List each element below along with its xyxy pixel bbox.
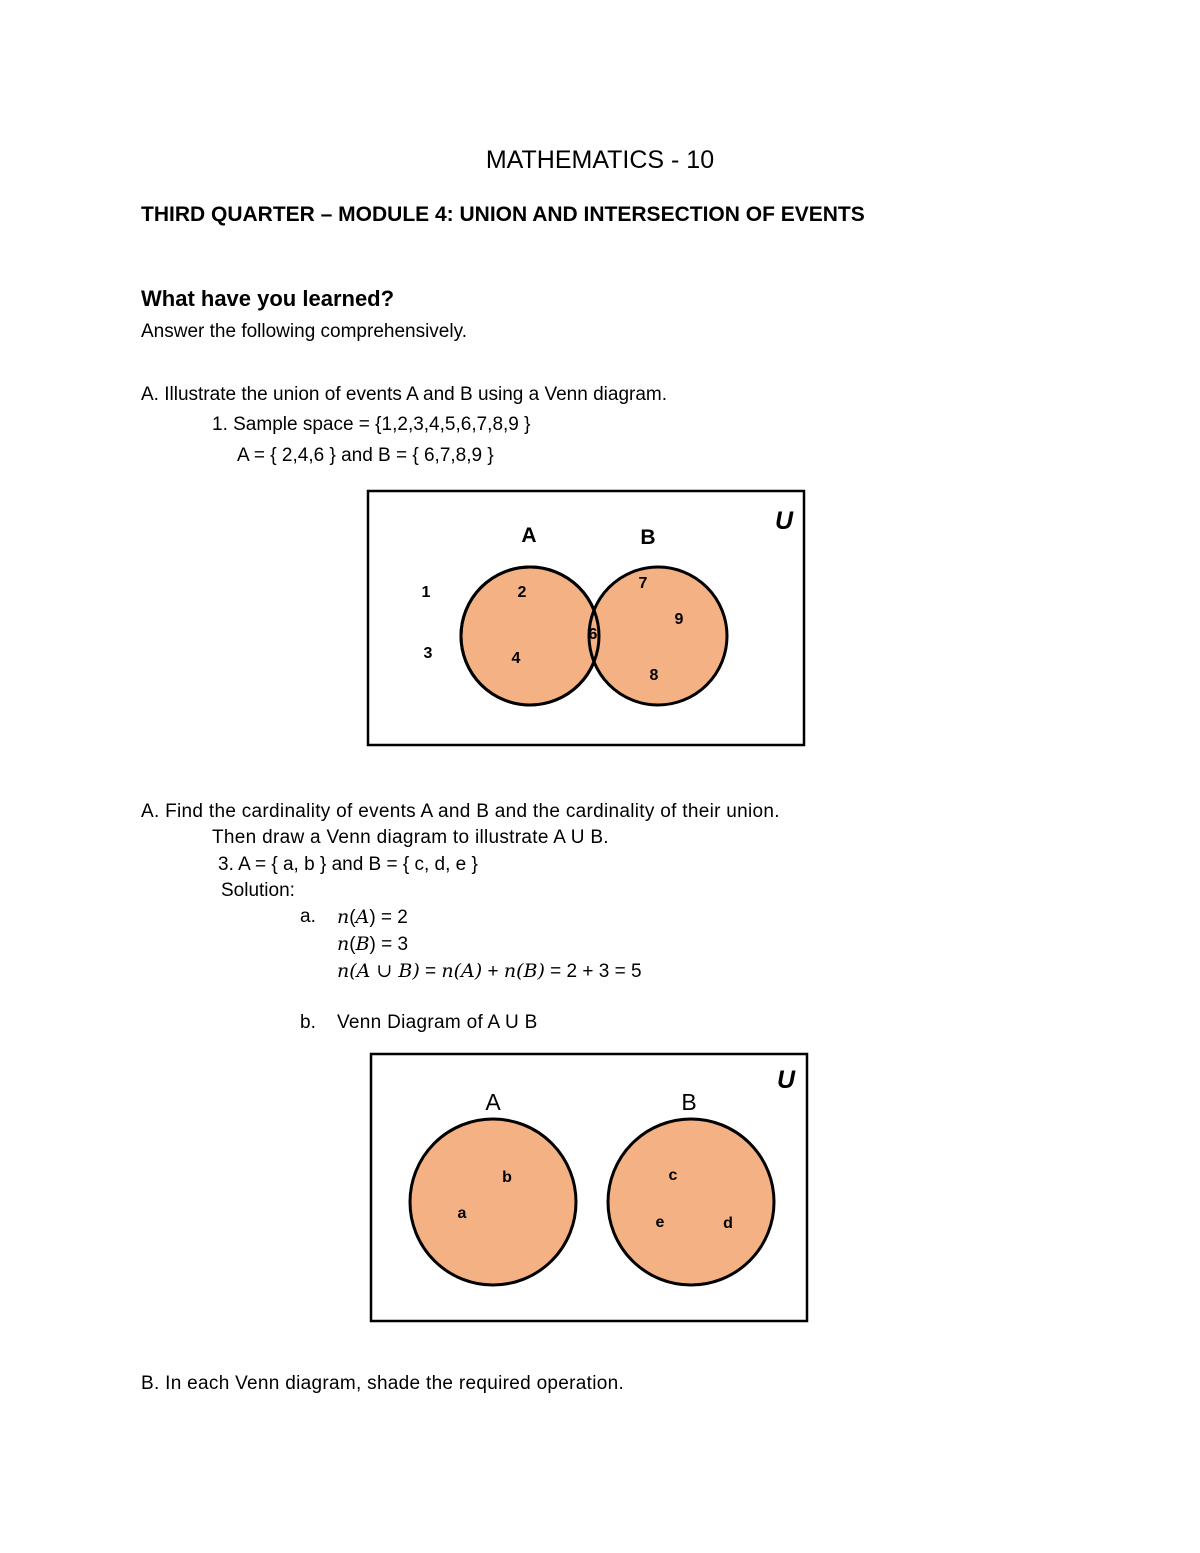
part-a1-sets: A = { 2,4,6 } and B = { 6,7,8,9 }	[237, 445, 494, 466]
solution-marker-a: a.	[300, 906, 316, 927]
element-a-a: a	[457, 1205, 467, 1222]
universe-label: U	[774, 507, 794, 535]
part-a2-item: 3. A = { a, b } and B = { c, d, e }	[218, 854, 478, 875]
section-heading: What have you learned?	[141, 286, 395, 311]
cardinality-b: n(B) = 3	[337, 933, 409, 955]
part-a2-prompt-cont: Then draw a Venn diagram to illustrate A U B.	[212, 827, 609, 848]
element-b-9: 9	[674, 611, 684, 628]
element-b-c: c	[668, 1167, 678, 1184]
element-b-8: 8	[649, 667, 659, 684]
set-a-label: A	[521, 524, 537, 547]
part-a1-prompt: A. Illustrate the union of events A and B using a Venn diagram.	[141, 384, 668, 405]
element-a-b: b	[502, 1169, 512, 1186]
venn-diagram-union	[366, 489, 806, 749]
solution-label: Solution:	[221, 880, 295, 901]
module-subtitle: THIRD QUARTER – MODULE 4: UNION AND INTERSECTION OF EVENTS	[141, 203, 865, 226]
element-b-7: 7	[638, 575, 648, 592]
circle-a	[410, 1119, 576, 1285]
cardinality-union: n(A ∪ B) = n(A) + n(B) = 2 + 3 = 5	[337, 960, 642, 982]
circle-b	[589, 567, 727, 705]
set-a-label: A	[485, 1089, 501, 1115]
cardinality-a: n(A) = 2	[337, 906, 408, 928]
page-title: MATHEMATICS - 10	[485, 146, 715, 174]
part-a2-prompt: A. Find the cardinality of events A and B and the cardinality of their union.	[141, 801, 780, 822]
element-a-4: 4	[511, 650, 521, 667]
venn-caption: Venn Diagram of A U B	[337, 1012, 538, 1033]
element-a-2: 2	[517, 584, 527, 601]
element-outside-1: 1	[421, 584, 431, 601]
set-b-label: B	[681, 1089, 697, 1115]
universe-label: U	[776, 1066, 796, 1094]
element-outside-3: 3	[423, 645, 433, 662]
element-b-e: e	[655, 1214, 665, 1231]
element-b-d: d	[723, 1215, 733, 1232]
venn-diagram-disjoint	[369, 1052, 809, 1323]
part-b-prompt: B. In each Venn diagram, shade the required operation.	[141, 1373, 625, 1394]
part-a1-item: 1. Sample space = {1,2,3,4,5,6,7,8,9 }	[212, 414, 531, 435]
element-both-6: 6	[588, 626, 598, 643]
set-b-label: B	[640, 526, 656, 549]
circle-b	[608, 1119, 774, 1285]
solution-marker-b: b.	[300, 1012, 316, 1033]
instruction-text: Answer the following comprehensively.	[141, 321, 467, 342]
